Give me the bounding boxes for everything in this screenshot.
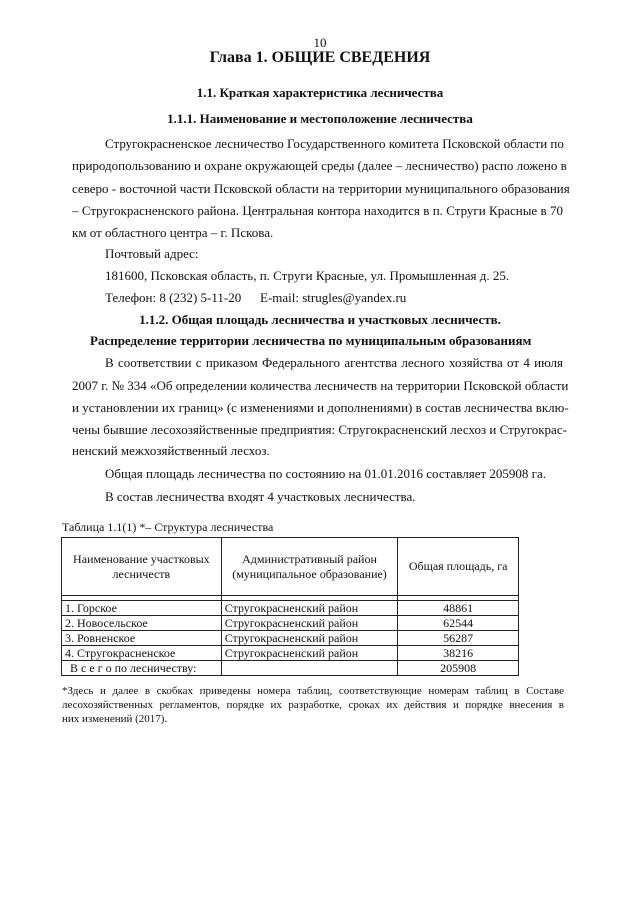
paragraph-2-line: В соответствии с приказом Федерального агентства лесного хозяйства от 4 июля bbox=[105, 355, 563, 370]
section-title: 1.1. Краткая характеристика лесничества bbox=[196, 85, 444, 100]
subsection-title-2: 1.1.2. Общая площадь лесничества и участковых лесничеств. bbox=[139, 312, 501, 327]
footnote-line: *Здесь и далее в скобках приведены номера таблиц, соответствующие номерам таблиц в Составе bbox=[62, 685, 564, 697]
table-caption: Таблица 1.1(1) *– Структура лесничества bbox=[62, 520, 274, 534]
table-row bbox=[62, 616, 519, 631]
paragraph-1-line: северо - восточной части Псковской области на территории муниципального образования bbox=[72, 181, 570, 196]
header-cell-area: Общая площадь, га bbox=[398, 538, 519, 596]
paragraph-4: В состав лесничества входят 4 участковых лесничества. bbox=[105, 489, 416, 504]
table-header-row bbox=[62, 538, 519, 596]
cell-district: Стругокрасненский район bbox=[221, 601, 398, 616]
cell-area: 48861 bbox=[398, 601, 519, 616]
cell-area: 56287 bbox=[398, 631, 519, 646]
cell-district: Стругокрасненский район bbox=[221, 616, 398, 631]
footnote-line: лесохозяйственных регламентов, порядке их разработке, сроках их действия и порядке внесения в bbox=[62, 699, 564, 711]
paragraph-1-line: Стругокрасненское лесничество Государственного комитета Псковской области по bbox=[105, 136, 564, 151]
subsection-title-1: 1.1.1. Наименование и местоположение лесничества bbox=[167, 111, 473, 126]
distribution-title: Распределение территории лесничества по муниципальным образованиям bbox=[90, 333, 532, 348]
table-total-row bbox=[62, 661, 519, 676]
footnote-line: них изменений (2017). bbox=[62, 713, 168, 725]
cell-name: 2. Новосельское bbox=[62, 616, 222, 631]
cell-district: Стругокрасненский район bbox=[221, 646, 398, 661]
total-empty-cell bbox=[221, 661, 398, 676]
paragraph-2-line: 2007 г. № 334 «Об определении количества лесничеств на территории Псковской области bbox=[72, 378, 569, 393]
header-cell-district: Административный район (муниципальное образование) bbox=[221, 538, 398, 596]
page-number: 10 bbox=[313, 35, 327, 50]
paragraph-1-line: природопользованию и охране окружающей среды (далее – лесничество) распо ложено в bbox=[72, 158, 567, 173]
chapter-title: Глава 1. ОБЩИЕ СВЕДЕНИЯ bbox=[209, 49, 431, 66]
email-line: E-mail: strugles@yandex.ru bbox=[260, 290, 407, 305]
total-label: В с е г о по лесничеству: bbox=[62, 661, 222, 676]
paragraph-2-line: ненский межхозяйственный лесхоз. bbox=[72, 443, 270, 458]
postal-address: 181600, Псковская область, п. Струги Красные, ул. Промышленная д. 25. bbox=[105, 268, 510, 283]
cell-name: 1. Горское bbox=[62, 601, 222, 616]
paragraph-2-line: и установлении их границ» (с изменениями и дополнениями) в состав лесничества вклю- bbox=[72, 400, 569, 415]
paragraph-3: Общая площадь лесничества по состоянию на 01.01.2016 составляет 205908 га. bbox=[105, 466, 546, 481]
paragraph-1-line: – Стругокрасненского района. Центральная контора находится в п. Струги Красные в 70 bbox=[72, 203, 563, 218]
cell-name: 3. Ровненское bbox=[62, 631, 222, 646]
cell-area: 38216 bbox=[398, 646, 519, 661]
header-cell-names: Наименование участковых лесничеств bbox=[62, 538, 222, 596]
cell-area: 62544 bbox=[398, 616, 519, 631]
cell-district: Стругокрасненский район bbox=[221, 631, 398, 646]
total-value: 205908 bbox=[398, 661, 519, 676]
table-row bbox=[62, 631, 519, 646]
paragraph-2-line: чены бывшие лесохозяйственные предприятия: Стругокрасненский лесхоз и Стругокрас- bbox=[72, 422, 567, 437]
postal-label: Почтовый адрес: bbox=[105, 246, 199, 261]
table-row bbox=[62, 646, 519, 661]
paragraph-1-line: км от областного центра – г. Пскова. bbox=[72, 225, 274, 240]
table-row bbox=[62, 601, 519, 616]
forestry-structure-table bbox=[61, 537, 519, 676]
phone-line: Телефон: 8 (232) 5-11-20 bbox=[105, 290, 242, 305]
cell-name: 4. Стругокрасненское bbox=[62, 646, 222, 661]
